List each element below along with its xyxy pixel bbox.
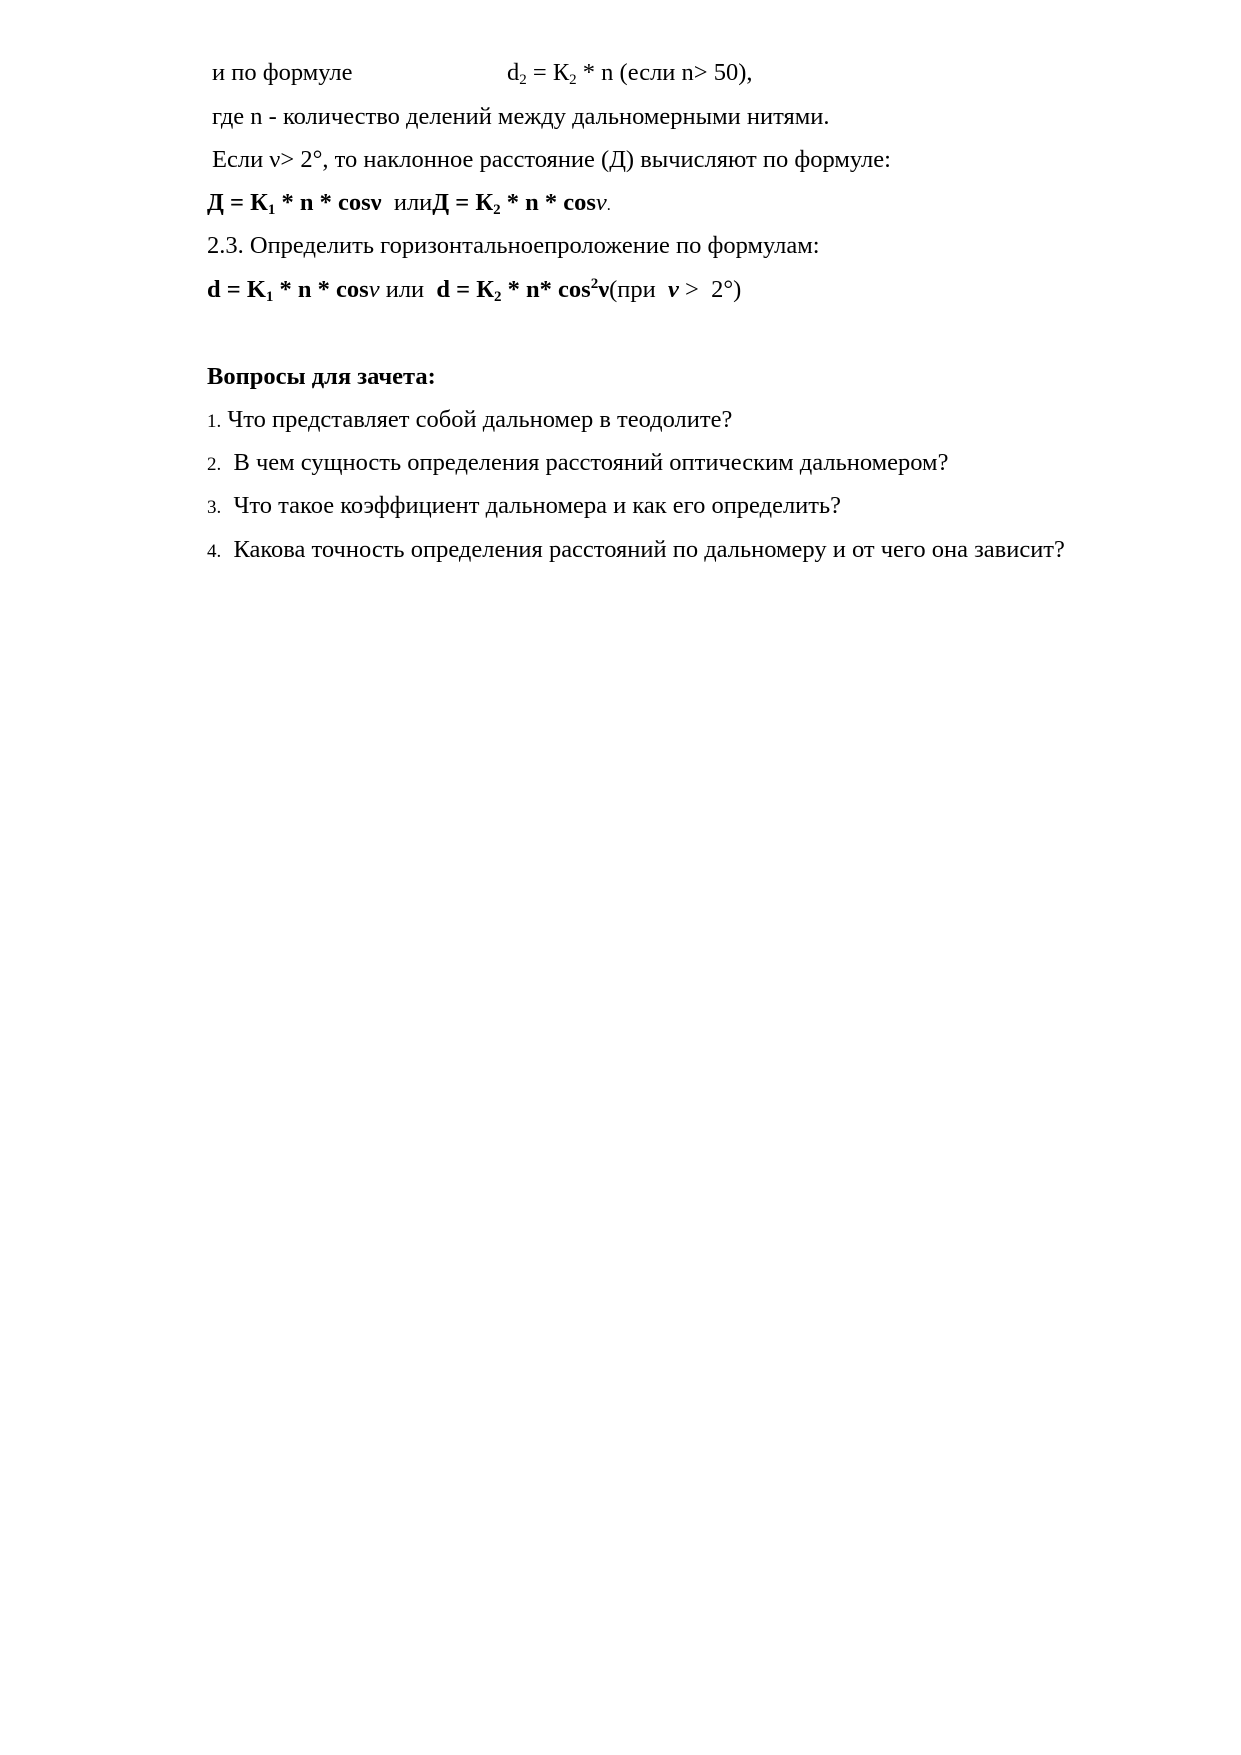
formula-d: d — [507, 59, 520, 86]
question-text: Какова точность определения расстояний по дальномеру и от чего она зависит? — [221, 536, 1065, 563]
horizontal-cond-rest: > 2°) — [678, 276, 742, 303]
question-number: 1. — [207, 411, 222, 432]
horizontal-part3: d = К — [430, 276, 495, 303]
question-item — [207, 405, 732, 437]
question-text: В чем сущность определения расстояний оптическим дальномером? — [221, 449, 949, 476]
horizontal-cond-nu: ν — [661, 276, 679, 303]
inclined-part2: * n * cosν — [275, 189, 382, 216]
horizontal-part5: ν — [598, 276, 610, 303]
inclined-dot: . — [606, 197, 611, 214]
questions-title: Вопросы для зачета: — [207, 363, 436, 390]
horizontal-cond-open: (при — [609, 276, 662, 303]
formula-rest: * n (если n> 50), — [576, 59, 753, 86]
horizontal-k1-subscript: 1 — [265, 289, 274, 305]
inclined-part3: Д = К — [432, 189, 494, 216]
horizontal-nu: ν — [368, 276, 380, 303]
horizontal-part4: * n* cos — [501, 276, 591, 303]
question-text: Что представляет собой дальномер в теодолите? — [221, 406, 733, 433]
question-item — [207, 535, 1065, 567]
horizontal-part1: d = K — [207, 276, 266, 303]
question-text: Что такое коэффициент дальномера и как его определить? — [221, 492, 842, 519]
question-item — [207, 491, 841, 523]
inclined-or: или — [381, 189, 433, 216]
if-line: Если ν> 2°, то наклонное расстояние (Д) вычисляют по формуле: — [212, 146, 891, 173]
inclined-formula — [207, 188, 611, 221]
formula-expression — [507, 58, 753, 91]
formula-eq: = К — [526, 59, 570, 86]
formula-k-subscript: 2 — [569, 72, 577, 88]
inclined-k2-subscript: 2 — [493, 202, 501, 218]
inclined-part1: Д = К — [207, 189, 268, 216]
section-2-3: 2.3. Определить горизонтальноепроложение по формулам: — [207, 232, 820, 259]
question-item — [207, 448, 948, 480]
horizontal-part2: * n * cos — [273, 276, 369, 303]
question-number: 2. — [207, 454, 222, 475]
formula-line — [212, 58, 353, 88]
where-line: где n - количество делений между дальномерными нитями. — [212, 103, 830, 130]
question-number: 4. — [207, 541, 222, 562]
inclined-k1-subscript: 1 — [267, 202, 276, 218]
horizontal-formula — [207, 275, 741, 308]
horizontal-square-superscript: 2 — [590, 276, 599, 292]
question-number: 3. — [207, 497, 222, 518]
inclined-nu: ν — [595, 189, 607, 216]
horizontal-or: или — [379, 276, 431, 303]
formula-d-subscript: 2 — [519, 72, 527, 88]
inclined-part4: * n * cos — [500, 189, 596, 216]
formula-label: и по формуле — [212, 59, 353, 86]
horizontal-k2-subscript: 2 — [494, 289, 502, 305]
